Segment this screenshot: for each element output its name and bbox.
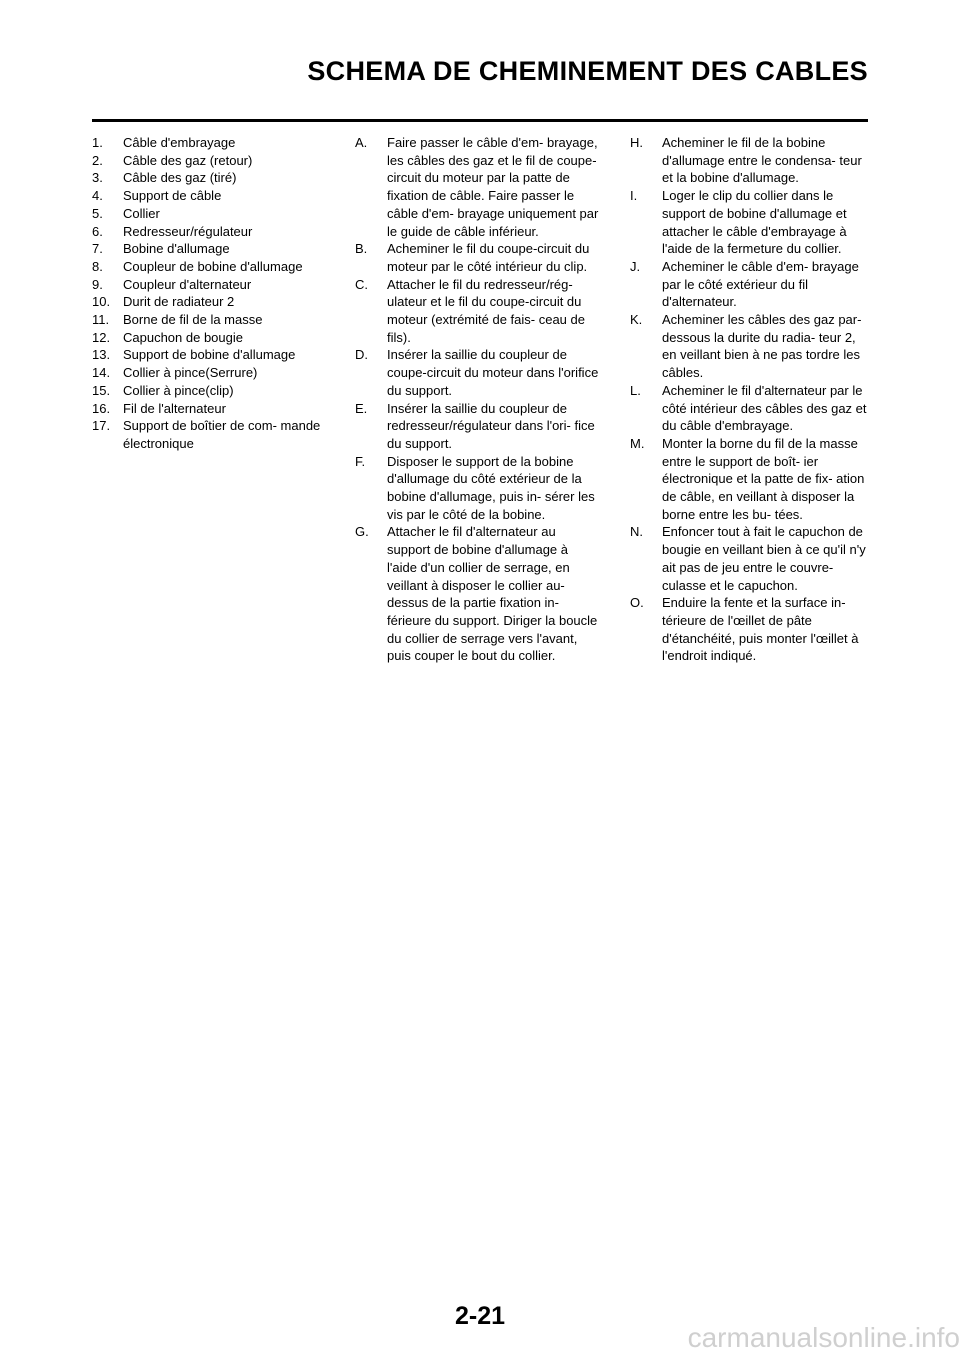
parts-list-item (92, 276, 337, 294)
parts-list-item-text: Capuchon de bougie (123, 329, 243, 345)
page-number: 2-21 (454, 1302, 506, 1330)
instruction-item (355, 346, 601, 399)
parts-list-item-marker: 12. (92, 329, 111, 345)
instruction-item (355, 453, 601, 524)
instruction-item-marker: D. (355, 347, 368, 363)
parts-list-item (92, 240, 337, 258)
parts-list-item-text: Redresseur/régulateur (123, 223, 253, 239)
instruction-item (630, 311, 870, 382)
instruction-item (630, 187, 870, 258)
parts-list-item-text: Collier à pince(clip) (123, 382, 234, 398)
instruction-item (355, 240, 601, 275)
parts-list-item-marker: 11. (92, 312, 110, 328)
parts-list-item-text: Câble des gaz (retour) (123, 152, 253, 168)
parts-list-item-text: Support de boîtier de com- mande électronique (123, 418, 321, 451)
instruction-item-text: Disposer le support de la bobine d'allumage du côté extérieur de la bobine d'allumage, puis in- sérer les vis par le côté de la bobine. (387, 453, 595, 522)
parts-list-item-text: Collier (123, 205, 160, 221)
parts-list-item (92, 258, 337, 276)
instruction-item (630, 382, 870, 435)
instruction-item-marker: N. (630, 524, 643, 540)
instructions-column-2 (630, 134, 870, 665)
watermark: carmanualsonline.info (687, 1322, 960, 1353)
parts-list-item-marker: 10. (92, 294, 111, 310)
instruction-item-marker: C. (355, 276, 368, 292)
parts-list-item-marker: 2. (92, 152, 103, 168)
parts-list-item (92, 400, 337, 418)
parts-list-item-marker: 17. (92, 418, 111, 434)
instruction-item (355, 276, 601, 347)
parts-list-item (92, 205, 337, 223)
instruction-item (355, 134, 601, 240)
parts-list-item (92, 169, 337, 187)
parts-list-item-marker: 4. (92, 188, 103, 204)
parts-list-item-marker: 6. (92, 223, 103, 239)
instruction-item-text: Faire passer le câble d'em- brayage, les câbles des gaz et le fil de coupe-circuit du moteur par la patte de fixation de câble. Faire passer le câble d'em- brayage uniquement par le guide de câble inférieur. (387, 135, 599, 239)
parts-list-item-text: Coupleur de bobine d'allumage (123, 258, 303, 274)
instructions-column-1 (355, 134, 601, 665)
parts-list-item (92, 293, 337, 311)
instruction-item-marker: O. (630, 595, 644, 611)
parts-list-item (92, 187, 337, 205)
page-title: SCHEMA DE CHEMINEMENT DES CABLES (307, 56, 868, 86)
parts-list-item (92, 134, 337, 152)
instruction-item (630, 134, 870, 187)
parts-list-item-marker: 15. (92, 382, 111, 398)
parts-list-item-text: Câble des gaz (tiré) (123, 170, 237, 186)
instruction-item (630, 435, 870, 524)
parts-list-item (92, 364, 337, 382)
parts-list-item (92, 417, 337, 452)
parts-list-item-text: Coupleur d'alternateur (123, 276, 252, 292)
instruction-item-marker: G. (355, 524, 369, 540)
parts-list-item (92, 311, 337, 329)
parts-list-item-marker: 3. (92, 170, 103, 186)
instruction-item-marker: A. (355, 135, 368, 150)
parts-list-item-marker: 8. (92, 258, 103, 274)
parts-list-item-marker: 14. (92, 365, 111, 381)
instruction-item (355, 523, 601, 665)
instruction-item-text: Monter la borne du fil de la masse entre le support de boît- ier électronique et la patte de fix- ation de câble, en veillant à disposer la borne entre les bu- tées. (662, 435, 865, 522)
instruction-item-marker: H. (630, 135, 643, 150)
instruction-item-text: Acheminer le câble d'em- brayage par le côté extérieur du fil d'alternateur. (662, 258, 859, 310)
instruction-item (630, 258, 870, 311)
parts-list-item (92, 223, 337, 241)
instruction-item-marker: L. (630, 382, 641, 398)
instruction-item-marker: I. (630, 188, 638, 204)
parts-list-item-marker: 1. (92, 135, 103, 150)
parts-list-item-text: Bobine d'allumage (123, 241, 230, 257)
instruction-item (630, 523, 870, 594)
parts-list-item-text: Borne de fil de la masse (123, 312, 263, 328)
parts-list-item (92, 346, 337, 364)
parts-list (92, 134, 337, 453)
instruction-item (355, 400, 601, 453)
instruction-item-text: Acheminer le fil de la bobine d'allumage entre le condensa- teur et la bobine d'allumage. (662, 135, 862, 186)
instruction-item-marker: K. (630, 312, 643, 328)
instruction-item-text: Insérer la saillie du coupleur de redresseur/régulateur dans l'ori- fice du support. (387, 400, 595, 451)
instruction-item-marker: J. (630, 258, 641, 274)
instruction-item-text: Enfoncer tout à fait le capuchon de bougie en veillant bien à ce qu'il n'y ait pas de jeu entre le couvre-culasse et le capuchon. (662, 524, 866, 593)
instruction-item-marker: F. (355, 453, 366, 469)
parts-list-item-marker: 13. (92, 347, 111, 363)
parts-list-item-text: Support de bobine d'allumage (123, 347, 296, 363)
parts-list-item-marker: 5. (92, 205, 103, 221)
parts-list-item-text: Câble d'embrayage (123, 135, 236, 150)
title-divider (92, 119, 868, 122)
parts-list-item (92, 329, 337, 347)
instruction-item-marker: M. (630, 435, 645, 451)
instruction-item-text: Attacher le fil du redresseur/rég- ulateur et le fil du coupe-circuit du moteur (extrémité de fais- ceau de fils). (387, 276, 585, 345)
instruction-item-text: Acheminer les câbles des gaz par-dessous la durite du radia- teur 2, en veillant bien à ne pas tordre les câbles. (662, 312, 862, 381)
instruction-item-text: Acheminer le fil d'alternateur par le côté intérieur des câbles des gaz et du câble d'embrayage. (662, 382, 867, 434)
instruction-item (630, 594, 870, 665)
instruction-item-text: Attacher le fil d'alternateur au support de bobine d'allumage à l'aide d'un collier de serrage, en veillant à disposer le collier au- dessus de la partie fixation in- férieure du support. Diriger la boucle du collier de serrage vers l'avant, puis couper le bout du collier. (387, 524, 598, 664)
parts-list-item-text: Collier à pince(Serrure) (123, 365, 258, 381)
instruction-item-marker: E. (355, 400, 368, 416)
parts-list-item-marker: 9. (92, 276, 103, 292)
parts-list-item-text: Fil de l'alternateur (123, 400, 226, 416)
instruction-item-text: Enduire la fente et la surface in- térieure de l'œillet de pâte d'étanchéité, puis monter l'œillet à l'endroit indiqué. (662, 595, 859, 664)
instruction-item-text: Acheminer le fil du coupe-circuit du moteur par le côté intérieur du clip. (387, 241, 590, 274)
instruction-item-text: Insérer la saillie du coupleur de coupe-circuit du moteur dans l'orifice du support. (387, 347, 599, 398)
instruction-item-text: Loger le clip du collier dans le support de bobine d'allumage et attacher le câble d'embrayage à l'aide de la fermeture du collier. (662, 188, 847, 257)
parts-list-item (92, 152, 337, 170)
parts-list-item-marker: 7. (92, 241, 103, 257)
instruction-item-marker: B. (355, 241, 368, 257)
parts-list-item-text: Support de câble (123, 188, 222, 204)
parts-list-item-marker: 16. (92, 400, 111, 416)
parts-list-item-text: Durit de radiateur 2 (123, 294, 235, 310)
parts-list-item (92, 382, 337, 400)
